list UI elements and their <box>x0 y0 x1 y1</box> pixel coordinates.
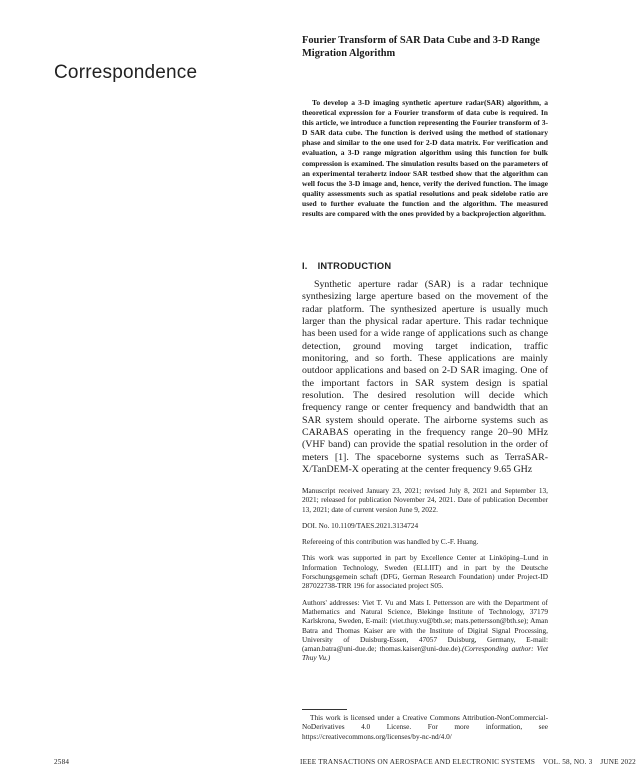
section-number: I. <box>302 261 308 271</box>
refereeing-note: Refereeing of this contribution was handled by C.-F. Huang. <box>302 537 479 547</box>
footnotes <box>302 486 548 670</box>
page-number: 2584 <box>54 758 70 766</box>
doi: DOI. No. 10.1109/TAES.2021.3134724 <box>302 520 419 530</box>
manuscript-dates: Manuscript received January 23, 2021; revised July 8, 2021 and September 13, 2021; released for publication November 24, 2021. Date of publication December 13, 2021; date of current version June 9, 2022. <box>302 486 548 514</box>
author-addresses <box>302 598 548 663</box>
article-title: Fourier Transform of SAR Data Cube and 3-D Range Migration Algorithm <box>302 35 540 59</box>
introduction-body: Synthetic aperture radar (SAR) is a radar technique synthesizing large aperture based on the movement of the radar platform. The synthesized aperture is usually much larger than the physical radar aperture. This radar technique has been used for a wide range of applications such as change detection, ground moving target indication, traffic monitoring, and so forth. These applications are mainly outdoor applications and based on 2-D SAR imaging. One of the important factors in SAR system design is spatial resolution. The desired resolution will decide which frequency range or center frequency and bandwidth that an SAR system should operate. The airborne systems such as CARABAS operating in the frequency range 20–90 MHz (VHF band) can provide the spatial resolution in the order of meters [1]. The spaceborne systems such as TerraSAR-X/TanDEM-X operating at the center frequency 9.65 GHz <box>302 279 548 476</box>
abstract: To develop a 3-D imaging synthetic aperture radar(SAR) algorithm, a theoretical expression for a Fourier transform of data cube is required. In this article, we introduce a function representing the Fourier transform of 3-D SAR data cube. The function is derived using the method of stationary phase and similar to the one used for 2-D data matrix. For verification and evaluation, a 3-D range migration algorithm using this function for bulk compression is examined. The simulation results based on the parameters of an experimental terahertz indoor SAR testbed show that the algorithm can well focus the 3-D image and, hence, verify the derived function. The image quality assessments such as spatial resolutions and peak sidelobe ratio are used to further evaluate the function and the algorithm. The measured results are compared with the ones provided by a backprojection algorithm. <box>302 98 548 219</box>
funding-note: This work was supported in part by Excellence Center at Linköping–Lund in Information Technology, Sweden (ELLIIT) and in part by the Deutsche Forschungsgemein schaft (DFG, German Research Foundation) under Project-ID 287022738-TRR 196 for associated project S05. <box>302 553 548 591</box>
journal-footer: IEEE TRANSACTIONS ON AEROSPACE AND ELECTRONIC SYSTEMS VOL. 58, NO. 3 JUNE 2022 <box>300 758 636 766</box>
section-label: Correspondence <box>54 62 198 83</box>
footnote-divider <box>302 709 347 710</box>
section-heading-introduction <box>302 261 548 271</box>
license-note: This work is licensed under a Creative Commons Attribution-NonCommercial-NoDerivatives 4.0 License. For more information, see https://creativecommons.org/licenses/by-nc-nd/4.0/ <box>302 713 548 741</box>
section-heading-text: INTRODUCTION <box>317 261 392 271</box>
author-addresses-text: Authors' addresses: Viet T. Vu and Mats I. Pettersson are with the Department of Mathematics and Natural Science, Blekinge Institute of Technology, 37179 Karlskrona, Sweden, E-mail: (viet.thuy.vu@bth.se; mats.pettersson@bth.se); Aman Batra and Thomas Kaiser are with the Institute of Digital Signal Processing, University of Duisburg-Essen, 47057 Duisburg, Germany, E-mail: (aman.batra@uni-due.de; thomas.kaiser@uni-due.de). <box>302 597 548 654</box>
corresponding-author: (Corresponding author: Viet Thuy Vu.) <box>302 644 548 663</box>
